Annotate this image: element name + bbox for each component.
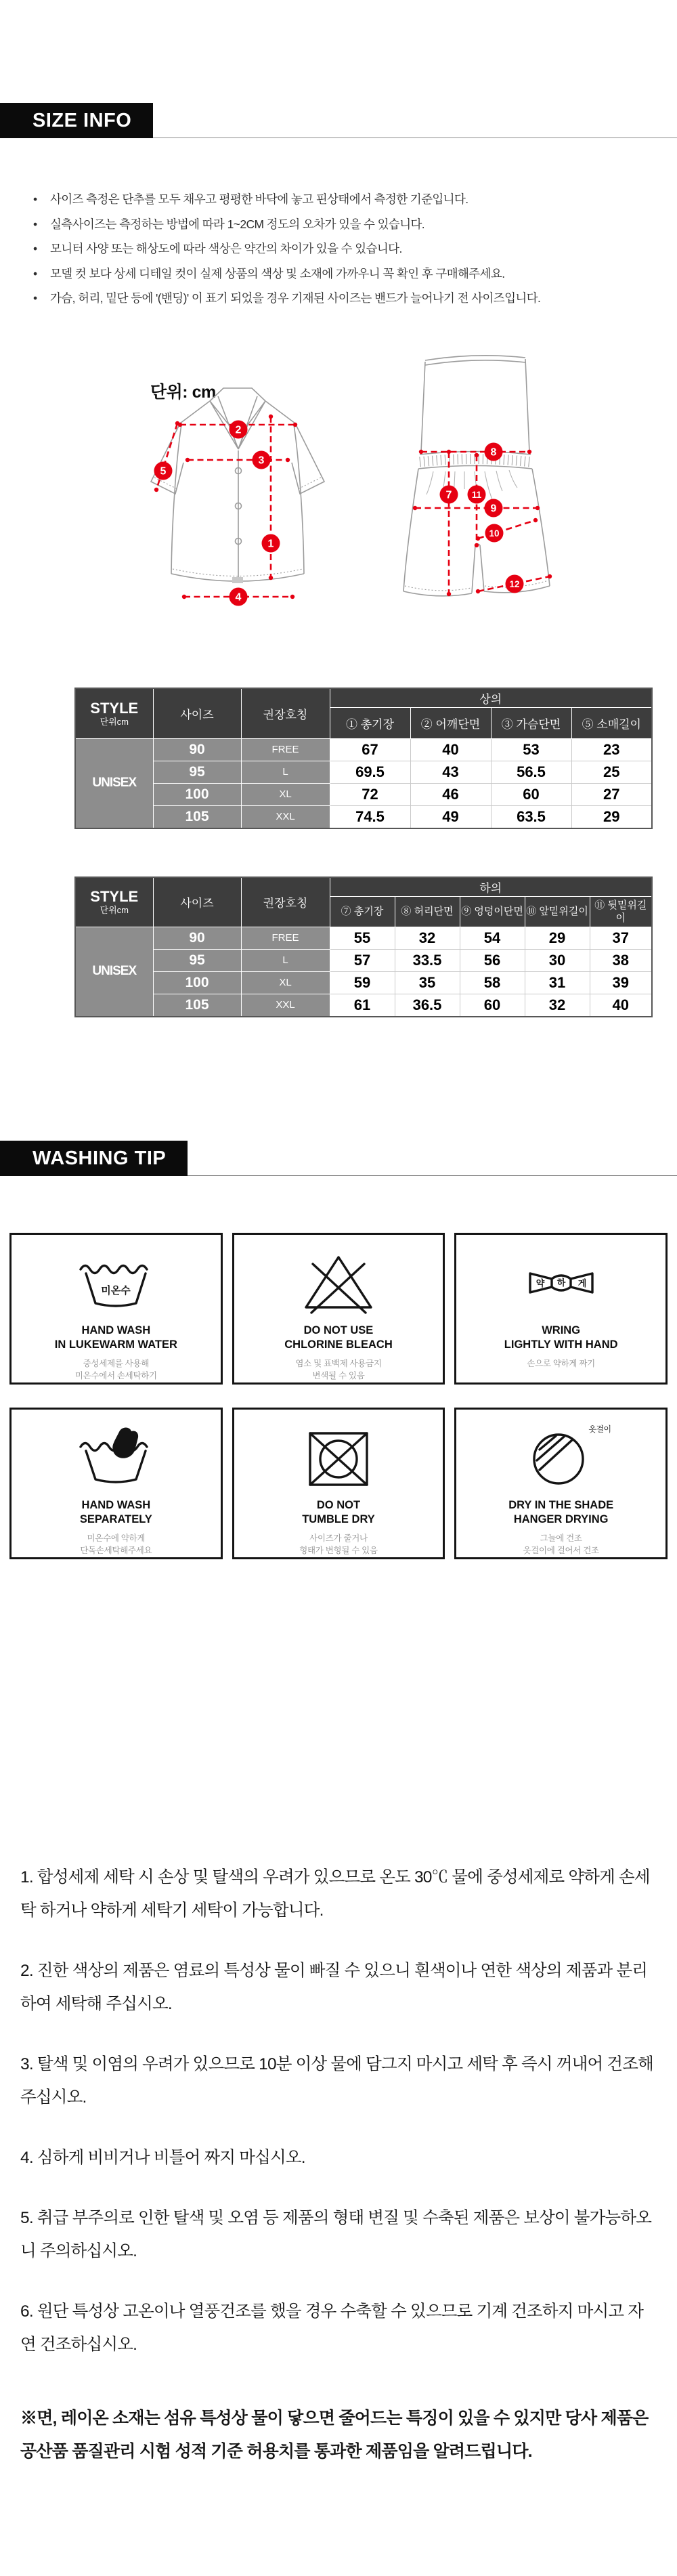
card-title: HAND WASH SEPARATELY	[79, 1498, 152, 1525]
card-subtitle: 그늘에 건조 옷걸이에 걸어서 건조	[523, 1533, 599, 1555]
size-info-title: SIZE INFO	[0, 103, 153, 138]
marker-shoulder	[230, 420, 248, 438]
wring-icon	[521, 1246, 602, 1320]
marker-back-rise	[468, 485, 486, 503]
table-row: 100 XL 72 46 60 27	[75, 783, 652, 805]
bottom-size-table	[74, 877, 653, 1017]
measure-col-header: ⑧ 허리단면	[395, 896, 460, 927]
measure-col-header: ⑤ 소매길이	[571, 707, 652, 738]
row-group-label: UNISEX	[75, 738, 153, 828]
marker-chest	[253, 450, 271, 469]
card-subtitle: 손으로 약하게 짜기	[527, 1358, 595, 1368]
measure-col-header: ② 어깨단면	[410, 707, 491, 738]
svg-text:9: 9	[490, 503, 497, 514]
marker-sleeve	[154, 461, 173, 480]
card-title: DO NOT USE CHLORINE BLEACH	[284, 1324, 393, 1351]
handwash-separately-icon	[75, 1420, 156, 1495]
svg-text:약: 약	[536, 1278, 544, 1288]
washing-card-no-bleach	[232, 1233, 445, 1385]
measure-col-header: ① 총기장	[330, 707, 410, 738]
washing-tip-header-row	[0, 1141, 677, 1176]
svg-text:미온수: 미온수	[101, 1284, 131, 1296]
marker-hem	[230, 587, 248, 606]
svg-text:11: 11	[471, 489, 482, 500]
marker-leg-hem	[506, 574, 524, 593]
size-notes-list	[32, 187, 677, 311]
measure-col-header: ⑨ 엉덩이단면	[460, 896, 525, 927]
svg-text:하: 하	[556, 1277, 565, 1288]
marker-length	[262, 534, 280, 552]
size-col-header: 사이즈	[153, 688, 241, 739]
card-subtitle: 염소 및 표백제 사용금지 변색될 수 있음	[295, 1358, 382, 1380]
table-row: UNISEX 90 FREE 55 32 54 29 37	[75, 927, 652, 949]
shade-hanger-dry-icon	[521, 1420, 611, 1495]
fit-col-header: 권장호칭	[241, 877, 330, 927]
svg-text:2: 2	[235, 424, 242, 436]
hanger-label: 옷걸이	[588, 1424, 611, 1434]
care-instruction: 6. 원단 특성상 고온이나 열풍건조를 했을 경우 수축할 수 있으므로 기계 건조하지 마시고 자연 건조하십시오.	[20, 2302, 644, 2354]
table-row: 95 L 69.5 43 56.5 25	[75, 761, 652, 783]
handwash-basin-icon	[75, 1246, 156, 1320]
svg-text:3: 3	[258, 455, 265, 466]
table-row: 95 L 57 33.5 56 30 38	[75, 949, 652, 971]
table-row: 100 XL 59 35 58 31 39	[75, 971, 652, 994]
washing-card-no-tumble-dry	[232, 1408, 445, 1559]
marker-hip	[485, 499, 503, 517]
measure-col-header: ⑩ 앞밑위길이	[525, 896, 590, 927]
card-title: WRING LIGHTLY WITH HAND	[504, 1324, 618, 1351]
size-col-header: 사이즈	[153, 877, 241, 927]
svg-text:10: 10	[489, 528, 500, 539]
row-group-label: UNISEX	[75, 927, 153, 1017]
care-note: ※면, 레이온 소재는 섬유 특성상 물이 닿으면 줄어드는 특징이 있을 수 있지만 당사 제품은 공산품 품질관리 시험 성적 기준 허용치를 통과한 제품임을 알려드립니다.	[20, 2408, 649, 2461]
top-size-table	[74, 688, 653, 829]
washing-card-shade-dry	[454, 1408, 668, 1559]
card-title: DRY IN THE SHADE HANGER DRYING	[508, 1498, 614, 1525]
shirt-measure-lines	[154, 414, 297, 598]
washing-card-handwash-separately	[9, 1408, 223, 1559]
style-header: STYLE 단위cm	[75, 688, 153, 739]
card-title: DO NOT TUMBLE DRY	[302, 1498, 375, 1525]
size-note: • 사이즈 측정은 단추를 모두 채우고 평평한 바닥에 놓고 핀상태에서 측정한 기준입니다.	[32, 187, 677, 212]
svg-text:5: 5	[160, 465, 167, 477]
style-header: STYLE 단위cm	[75, 877, 153, 927]
care-instructions	[20, 1861, 657, 2468]
care-instruction: 1. 합성세제 세탁 시 손상 및 탈색의 우려가 있으므로 온도 30℃ 물에 중성세제로 약하게 손세탁 하거나 약하게 세탁기 세탁이 가능합니다.	[20, 1867, 650, 1920]
card-title: HAND WASH IN LUKEWARM WATER	[54, 1324, 177, 1351]
card-subtitle: 중성세제를 사용해 미온수에서 손세탁하기	[74, 1358, 157, 1380]
care-instruction: 3. 탈색 및 이염의 우려가 있으므로 10분 이상 물에 담그지 마시고 세탁 후 즉시 꺼내어 건조해 주십시오.	[20, 2054, 653, 2107]
table-row: 105 XXL 74.5 49 63.5 29	[75, 805, 652, 828]
svg-text:7: 7	[445, 489, 452, 501]
group-header-top: 상의	[330, 688, 652, 708]
card-subtitle: 미온수에 약하게 단독손세탁해주세요	[80, 1533, 152, 1555]
marker-front-rise	[485, 524, 504, 542]
measurement-diagram	[0, 349, 677, 628]
svg-text:4: 4	[235, 591, 242, 603]
washing-tip-title: WASHING TIP	[0, 1141, 188, 1176]
measure-col-header: ③ 가슴단면	[491, 707, 571, 738]
measure-col-header: ⑪ 뒷밑위길이	[590, 896, 652, 927]
unit-label: 단위: cm	[150, 382, 216, 402]
marker-pants-length	[440, 485, 458, 503]
washing-card-handwash	[9, 1233, 223, 1385]
measure-col-header: ⑦ 총기장	[330, 896, 395, 927]
washing-cards-grid	[9, 1233, 668, 1559]
washing-card-wring	[454, 1233, 668, 1385]
fit-col-header: 권장호칭	[241, 688, 330, 739]
size-info-header-row	[0, 103, 677, 138]
shirt-drawing	[151, 388, 324, 583]
svg-text:1: 1	[267, 538, 274, 549]
size-note: • 가슴, 허리, 밑단 등에 '(밴딩)' 이 표기 되었을 경우 기재된 사이즈는 밴드가 늘어나기 전 사이즈입니다.	[32, 286, 677, 311]
size-note: • 모델 컷 보다 상세 디테일 컷이 실제 상품의 색상 및 소재에 가까우니 꼭 확인 후 구매해주세요.	[32, 261, 677, 287]
care-instruction: 5. 취급 부주의로 인한 탈색 및 오염 등 제품의 형태 변질 및 수축된 제품은 보상이 불가능하오니 주의하십시오.	[20, 2208, 652, 2260]
no-bleach-icon	[298, 1246, 379, 1320]
size-note: • 모니터 사양 또는 해상도에 따라 색상은 약간의 차이가 있을 수 있습니다.	[32, 236, 677, 261]
garment-diagram-svg	[0, 349, 677, 628]
card-subtitle: 사이즈가 줄거나 형태가 변형될 수 있음	[299, 1533, 378, 1555]
table-row: 105 XXL 61 36.5 60 32 40	[75, 994, 652, 1017]
care-instruction: 2. 진한 색상의 제품은 염료의 특성상 물이 빠질 수 있으니 흰색이나 연한 색상의 제품과 분리하여 세탁해 주십시오.	[20, 1961, 648, 2013]
svg-text:8: 8	[490, 446, 497, 458]
care-instruction: 4. 심하게 비비거나 비틀어 짜지 마십시오.	[20, 2148, 305, 2167]
no-tumble-dry-icon	[298, 1420, 379, 1495]
svg-text:게: 게	[577, 1278, 586, 1288]
group-header-bottom: 하의	[330, 877, 652, 897]
svg-text:12: 12	[509, 578, 520, 589]
size-note: • 실측사이즈는 측정하는 방법에 따라 1~2CM 정도의 오차가 있을 수 있습니다.	[32, 212, 677, 237]
marker-waist	[485, 442, 503, 461]
table-row: UNISEX 90 FREE 67 40 53 23	[75, 738, 652, 761]
